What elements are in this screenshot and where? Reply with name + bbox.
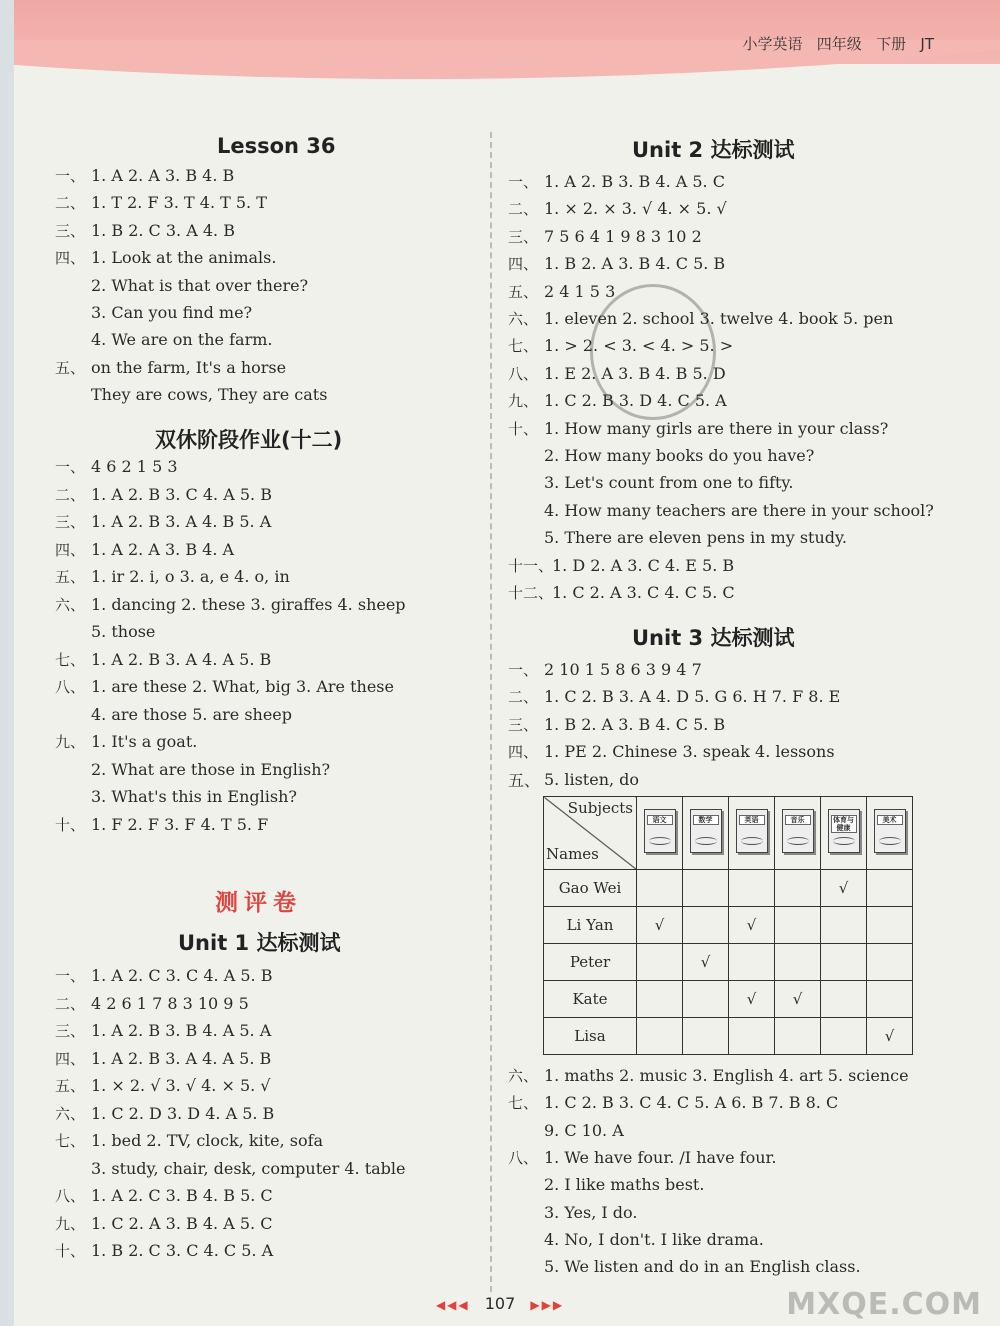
answer-line	[508, 686, 840, 708]
student-name: Peter	[544, 944, 637, 981]
book-icon-cell	[683, 797, 729, 870]
student-name: Li Yan	[544, 907, 637, 944]
answer-line	[508, 527, 847, 549]
book-label: 音乐	[785, 815, 811, 825]
question-number: 三、	[508, 715, 539, 734]
answer-text: 3. Yes, I do.	[544, 1202, 638, 1222]
subjects-table	[543, 796, 913, 1055]
book-icon-cell	[729, 797, 775, 870]
answer-text: 1. E 2. A 3. B 4. B 5. D	[544, 363, 726, 383]
answer-line	[55, 1130, 323, 1152]
question-number: 十二、	[508, 584, 554, 602]
answer-line	[55, 993, 249, 1015]
check-cell: √	[683, 944, 729, 981]
book-icon-cell	[775, 797, 821, 870]
section-title: Unit 1 达标测试	[178, 931, 341, 955]
answer-text: 1. T 2. F 3. T 4. T 5. T	[91, 193, 267, 213]
answer-line	[55, 731, 197, 753]
question-number: 十、	[508, 419, 539, 438]
check-cell	[775, 870, 821, 907]
answer-line	[55, 539, 234, 561]
question-number: 一、	[55, 967, 86, 985]
check-cell: √	[867, 1018, 913, 1055]
answer-text: They are cows, They are cats	[91, 385, 328, 405]
question-number: 四、	[508, 255, 539, 274]
student-name: Lisa	[544, 1018, 637, 1055]
answer-text: 2. How many books do you have?	[544, 446, 815, 465]
answer-line	[55, 275, 308, 297]
check-cell	[729, 870, 775, 907]
book-label: 语文	[647, 815, 673, 825]
question-number: 八、	[55, 1187, 86, 1205]
answer-text: 4. How many teachers are there in your school?	[544, 500, 934, 520]
check-cell	[821, 907, 867, 944]
answer-text: 3. Can you find me?	[91, 303, 253, 322]
question-number: 五、	[55, 568, 86, 586]
question-number: 八、	[508, 1148, 539, 1167]
answer-text: 2. I like maths best.	[544, 1175, 705, 1195]
column-divider	[490, 132, 492, 1292]
question-number: 六、	[508, 310, 539, 328]
watermark-logo: MXQE.COM	[786, 1287, 982, 1322]
answer-text: 4. We are on the farm.	[91, 330, 273, 350]
answer-text: 1. C 2. D 3. D 4. A 5. B	[91, 1103, 275, 1123]
answer-line	[508, 555, 734, 577]
answer-line	[55, 165, 234, 187]
answer-line	[55, 649, 271, 671]
check-cell: √	[729, 907, 775, 944]
answer-text: 5. There are eleven pens in my study.	[544, 528, 847, 548]
answer-line	[55, 814, 268, 836]
diagonal-header	[544, 797, 637, 870]
question-number: 八、	[508, 364, 539, 383]
answer-text: 2 4 1 5 3	[544, 281, 616, 301]
answer-text: on the farm, It's a horse	[91, 357, 287, 377]
answer-line	[508, 335, 733, 357]
check-cell	[683, 907, 729, 944]
check-cell: √	[775, 981, 821, 1018]
book-icon	[782, 809, 814, 853]
answer-line	[55, 1240, 273, 1262]
table-row	[544, 944, 913, 981]
answer-text: 1. How many girls are there in your class?	[544, 418, 889, 438]
book-label: 体育与健康	[831, 815, 857, 833]
question-number: 六、	[55, 595, 86, 614]
question-number: 六、	[55, 1104, 86, 1123]
answer-text: 1. A 2. B 3. A 4. A 5. B	[91, 1048, 272, 1068]
answer-text: 1. C 2. B 3. C 4. C 5. A 6. B 7. B 8. C	[544, 1093, 839, 1113]
answer-text: 1. D 2. A 3. C 4. E 5. B	[552, 555, 735, 575]
answer-text: 1. × 2. √ 3. √ 4. × 5. √	[91, 1076, 271, 1095]
answer-text: 1. B 2. A 3. B 4. C 5. B	[544, 714, 726, 734]
answer-line	[55, 1048, 271, 1070]
prev-arrows: ◀◀◀	[435, 1298, 470, 1312]
answer-text: 3. study, chair, desk, computer 4. table	[91, 1158, 406, 1178]
question-number: 四、	[508, 743, 539, 762]
question-number: 一、	[55, 167, 86, 185]
question-number: 二、	[55, 485, 86, 504]
answer-line	[55, 384, 327, 406]
check-cell: √	[821, 870, 867, 907]
question-number: 八、	[55, 678, 86, 696]
answer-line	[508, 253, 725, 275]
answer-text: 1. We have four. /I have four.	[544, 1147, 777, 1167]
answer-text: 1. ir 2. i, o 3. a, e 4. o, in	[91, 567, 290, 586]
question-number: 十、	[55, 815, 86, 834]
check-cell	[683, 1018, 729, 1055]
answer-line	[508, 1065, 909, 1087]
question-number: 七、	[55, 650, 86, 669]
check-cell	[637, 981, 683, 1018]
book-label: 数学	[693, 815, 719, 825]
answer-text: 1. A 2. C 3. C 4. A 5. B	[91, 966, 273, 985]
book-icon-cell	[637, 797, 683, 870]
answer-text: 1. × 2. × 3. √ 4. × 5. √	[544, 199, 727, 219]
answer-line	[55, 786, 297, 808]
answer-text: 1. eleven 2. school 3. twelve 4. book 5. pen	[544, 309, 894, 328]
answer-line	[508, 500, 934, 522]
answer-text: 1. C 2. A 3. B 4. A 5. C	[91, 1213, 273, 1233]
question-number: 九、	[55, 1214, 86, 1233]
question-number: 七、	[508, 337, 539, 356]
answer-text: 5. listen, do	[544, 769, 640, 789]
check-cell	[637, 944, 683, 981]
page-edge-strip	[0, 0, 14, 1326]
answer-line	[55, 621, 155, 643]
question-number: 二、	[508, 688, 539, 707]
answer-line	[55, 220, 235, 242]
check-cell	[867, 870, 913, 907]
book-icon	[736, 809, 768, 853]
answer-line	[55, 759, 330, 781]
answer-line	[55, 247, 276, 269]
answer-line	[55, 1075, 271, 1097]
answer-text: 2. What is that over there?	[91, 275, 309, 295]
section-title: Unit 3 达标测试	[632, 626, 795, 650]
answer-text: 1. A 2. A 3. B 4. A	[91, 539, 235, 559]
answer-text: 1. C 2. B 3. D 4. C 5. A	[544, 391, 727, 411]
answer-line	[508, 418, 888, 440]
answer-line	[55, 1020, 271, 1042]
answer-line	[508, 1120, 624, 1142]
answer-line	[508, 1174, 704, 1196]
question-number: 六、	[508, 1067, 539, 1085]
table-row	[544, 1018, 913, 1055]
check-cell: √	[637, 907, 683, 944]
answer-line	[508, 171, 725, 193]
answer-text: 1. B 2. A 3. B 4. C 5. B	[544, 254, 726, 274]
book-icon	[828, 809, 860, 853]
question-number: 十、	[55, 1242, 86, 1260]
answer-text: 4. are those 5. are sheep	[91, 704, 293, 724]
check-cell	[637, 870, 683, 907]
question-number: 一、	[508, 661, 539, 679]
answer-line	[508, 1229, 764, 1251]
question-number: 三、	[55, 1022, 86, 1040]
book-label: 美术	[877, 815, 903, 825]
answer-line	[55, 704, 292, 726]
answer-text: 4 2 6 1 7 8 3 10 9 5	[91, 993, 249, 1013]
answer-line	[55, 1185, 273, 1207]
answer-line	[508, 714, 725, 736]
subjects-header: Subjects	[567, 799, 633, 817]
answer-text: 1. B 2. C 3. A 4. B	[91, 220, 235, 240]
answer-text: 1. Look at the animals.	[91, 248, 277, 268]
answer-line	[55, 1103, 274, 1125]
answer-text: 1. A 2. B 3. A 4. B 5. A	[91, 512, 272, 531]
check-cell	[729, 944, 775, 981]
check-cell	[637, 1018, 683, 1055]
answer-line	[508, 472, 793, 494]
check-cell: √	[729, 981, 775, 1018]
check-cell	[683, 870, 729, 907]
question-number: 十一、	[508, 556, 554, 575]
answer-line	[508, 1147, 776, 1169]
answer-text: 1. > 2. < 3. < 4. > 5. >	[544, 336, 734, 356]
question-number: 三、	[55, 221, 86, 240]
table-row	[544, 981, 913, 1018]
book-icon-cell	[821, 797, 867, 870]
question-number: 二、	[55, 994, 86, 1013]
check-cell	[867, 981, 913, 1018]
question-number: 二、	[508, 200, 539, 219]
question-number: 四、	[55, 249, 86, 268]
question-number: 三、	[508, 227, 539, 246]
answer-line	[508, 308, 893, 330]
answer-text: 1. bed 2. TV, clock, kite, sofa	[91, 1131, 324, 1150]
answer-text: 1. B 2. C 3. C 4. C 5. A	[91, 1241, 274, 1260]
answer-line	[508, 659, 702, 681]
answer-line	[55, 456, 178, 478]
check-cell	[821, 944, 867, 981]
header-book-info: 小学英语 四年级 下册 JT	[742, 35, 934, 53]
check-cell	[729, 1018, 775, 1055]
answer-line	[508, 445, 814, 467]
answer-line	[508, 226, 702, 248]
answer-line	[55, 511, 271, 533]
answer-text: 1. C 2. A 3. C 4. C 5. C	[552, 583, 735, 602]
answer-text: 1. A 2. B 3. B 4. A 5. C	[544, 172, 725, 191]
question-number: 五、	[55, 358, 86, 377]
answer-text: 1. A 2. A 3. B 4. B	[91, 166, 235, 185]
answer-line	[508, 281, 615, 303]
section-title: Unit 2 达标测试	[632, 138, 795, 162]
question-number: 七、	[55, 1132, 86, 1150]
answer-line	[508, 1202, 637, 1224]
answer-line	[55, 965, 272, 987]
answer-line	[508, 1256, 861, 1278]
answer-line	[508, 1092, 838, 1114]
check-cell	[775, 944, 821, 981]
student-name: Kate	[544, 981, 637, 1018]
question-number: 一、	[508, 173, 539, 191]
book-label: 英语	[739, 815, 765, 825]
book-icon	[690, 809, 722, 853]
section-title: 测评卷	[215, 890, 302, 916]
answer-text: 1. maths 2. music 3. English 4. art 5. science	[544, 1066, 909, 1085]
question-number: 七、	[508, 1094, 539, 1113]
question-number: 九、	[55, 733, 86, 751]
book-icon	[874, 809, 906, 853]
question-number: 五、	[508, 282, 539, 301]
answer-text: 1. A 2. B 3. B 4. A 5. A	[91, 1021, 272, 1040]
question-number: 九、	[508, 392, 539, 411]
answer-text: 1. dancing 2. these 3. giraffes 4. sheep	[91, 594, 406, 614]
answer-text: 3. What's this in English?	[91, 787, 297, 806]
check-cell	[821, 1018, 867, 1055]
answer-text: 1. A 2. C 3. B 4. B 5. C	[91, 1186, 273, 1205]
check-cell	[683, 981, 729, 1018]
book-icon	[644, 809, 676, 853]
answer-text: 4 6 2 1 5 3	[91, 457, 178, 476]
answer-line	[55, 484, 272, 506]
question-number: 三、	[55, 513, 86, 531]
question-number: 一、	[55, 458, 86, 476]
answer-text: 1. A 2. B 3. A 4. A 5. B	[91, 649, 272, 669]
check-cell	[775, 907, 821, 944]
check-cell	[775, 1018, 821, 1055]
question-number: 五、	[55, 1077, 86, 1095]
answer-line	[508, 198, 727, 220]
answer-text: 1. F 2. F 3. F 4. T 5. F	[91, 814, 269, 834]
answer-text: 9. C 10. A	[544, 1120, 624, 1140]
answer-line	[55, 676, 394, 698]
question-number: 四、	[55, 540, 86, 559]
answer-line	[55, 1213, 272, 1235]
answer-line	[55, 192, 267, 214]
answer-text: 5. those	[91, 622, 156, 641]
answer-text: 2. What are those in English?	[91, 759, 331, 779]
question-number: 四、	[55, 1049, 86, 1068]
question-number: 二、	[55, 194, 86, 213]
student-name: Gao Wei	[544, 870, 637, 907]
answer-line	[508, 363, 726, 385]
answer-line	[55, 566, 290, 588]
answer-line	[508, 741, 835, 763]
answer-text: 5. We listen and do in an English class.	[544, 1257, 861, 1277]
answer-line	[508, 390, 727, 412]
answer-line	[55, 357, 286, 379]
question-number: 五、	[508, 771, 541, 790]
check-cell	[867, 944, 913, 981]
answer-text: 1. A 2. B 3. C 4. A 5. B	[91, 484, 272, 504]
next-arrows: ▶▶▶	[530, 1298, 565, 1312]
answer-text: 1. PE 2. Chinese 3. speak 4. lessons	[544, 742, 835, 762]
answer-line	[55, 329, 272, 351]
names-header: Names	[546, 845, 599, 863]
book-icon-cell	[867, 797, 913, 870]
check-cell	[867, 907, 913, 944]
answer-text: 3. Let's count from one to fifty.	[544, 473, 794, 493]
table-row	[544, 907, 913, 944]
section-title: Lesson 36	[217, 134, 336, 158]
answer-line	[55, 594, 406, 616]
answer-text: 7 5 6 4 1 9 8 3 10 2	[544, 226, 702, 246]
answer-line	[55, 302, 252, 324]
answer-text: 1. It's a goat.	[91, 732, 198, 751]
answer-text: 2 10 1 5 8 6 3 9 4 7	[544, 660, 702, 679]
answer-text: 1. are these 2. What, big 3. Are these	[91, 677, 394, 696]
table-row	[544, 870, 913, 907]
page-number: 107	[484, 1294, 516, 1313]
check-cell	[821, 981, 867, 1018]
answer-line	[55, 1158, 406, 1180]
section-title: 双休阶段作业(十二)	[155, 428, 343, 452]
answer-text: 1. C 2. B 3. A 4. D 5. G 6. H 7. F 8. E	[544, 687, 841, 707]
answer-text: 4. No, I don't. I like drama.	[544, 1229, 764, 1249]
answer-line	[508, 582, 735, 604]
